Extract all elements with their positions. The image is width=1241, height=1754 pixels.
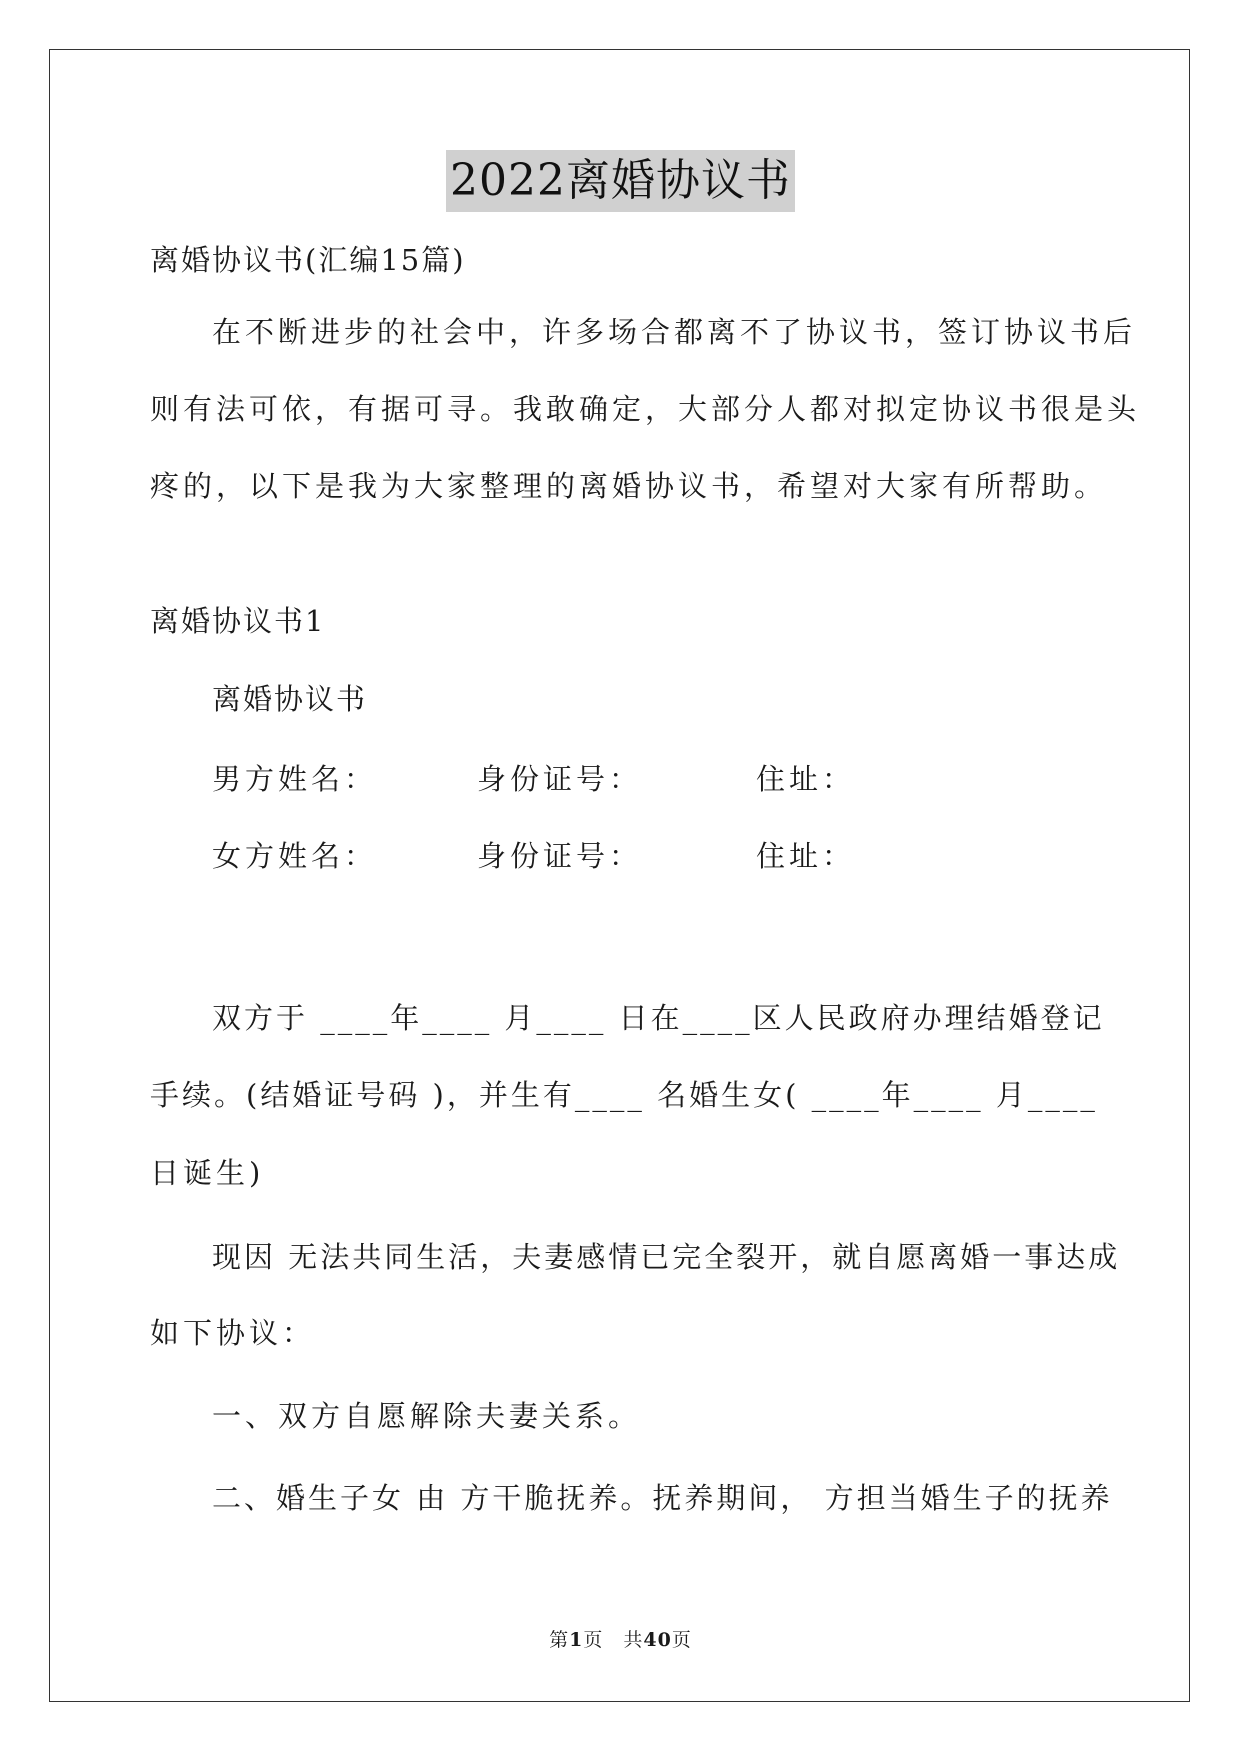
page-current: 1	[569, 1629, 584, 1651]
page-suffix: 页	[583, 1629, 604, 1651]
total-prefix: 共	[623, 1629, 644, 1651]
female-address-label: 住址：	[756, 839, 856, 873]
title-container	[0, 150, 1241, 212]
female-id-label: 身份证号：	[477, 839, 643, 873]
paragraph-line: 手续。(结婚证号码 )，并生有____ 名婚生女( ____年____ 月____	[150, 1078, 1098, 1112]
total-pages: 40	[643, 1629, 672, 1651]
page-footer	[0, 1628, 1241, 1652]
paragraph-line: 日诞生)	[150, 1156, 265, 1190]
paragraph-line: 如下协议：	[150, 1316, 316, 1350]
paragraph-line: 现因 无法共同生活，夫妻感情已完全裂开，就自愿离婚一事达成	[212, 1240, 1121, 1274]
clause-2: 二、婚生子女 由 方干脆抚养。抚养期间， 方担当婚生子的抚养	[212, 1481, 1113, 1515]
subtitle: 离婚协议书(汇编15篇)	[150, 243, 466, 277]
clause-1: 一、双方自愿解除夫妻关系。	[212, 1399, 642, 1433]
male-name-label: 男方姓名：	[212, 762, 378, 796]
document-title: 2022离婚协议书	[446, 150, 795, 212]
paragraph-line: 疼的，以下是我为大家整理的离婚协议书，希望对大家有所帮助。	[150, 469, 1108, 503]
paragraph-line: 则有法可依，有据可寻。我敢确定，大部分人都对拟定协议书很是头	[150, 392, 1141, 426]
paragraph-line: 双方于 ____年____ 月____ 日在____区人民政府办理结婚登记	[212, 1001, 1105, 1035]
male-address-label: 住址：	[756, 762, 856, 796]
section-heading: 离婚协议书1	[150, 604, 326, 638]
male-id-label: 身份证号：	[477, 762, 643, 796]
total-suffix: 页	[671, 1629, 692, 1651]
page-prefix: 第	[549, 1629, 570, 1651]
paragraph-line: 在不断进步的社会中，许多场合都离不了协议书，签订协议书后	[212, 315, 1137, 349]
female-name-label: 女方姓名：	[212, 839, 378, 873]
agreement-heading: 离婚协议书	[212, 682, 368, 716]
